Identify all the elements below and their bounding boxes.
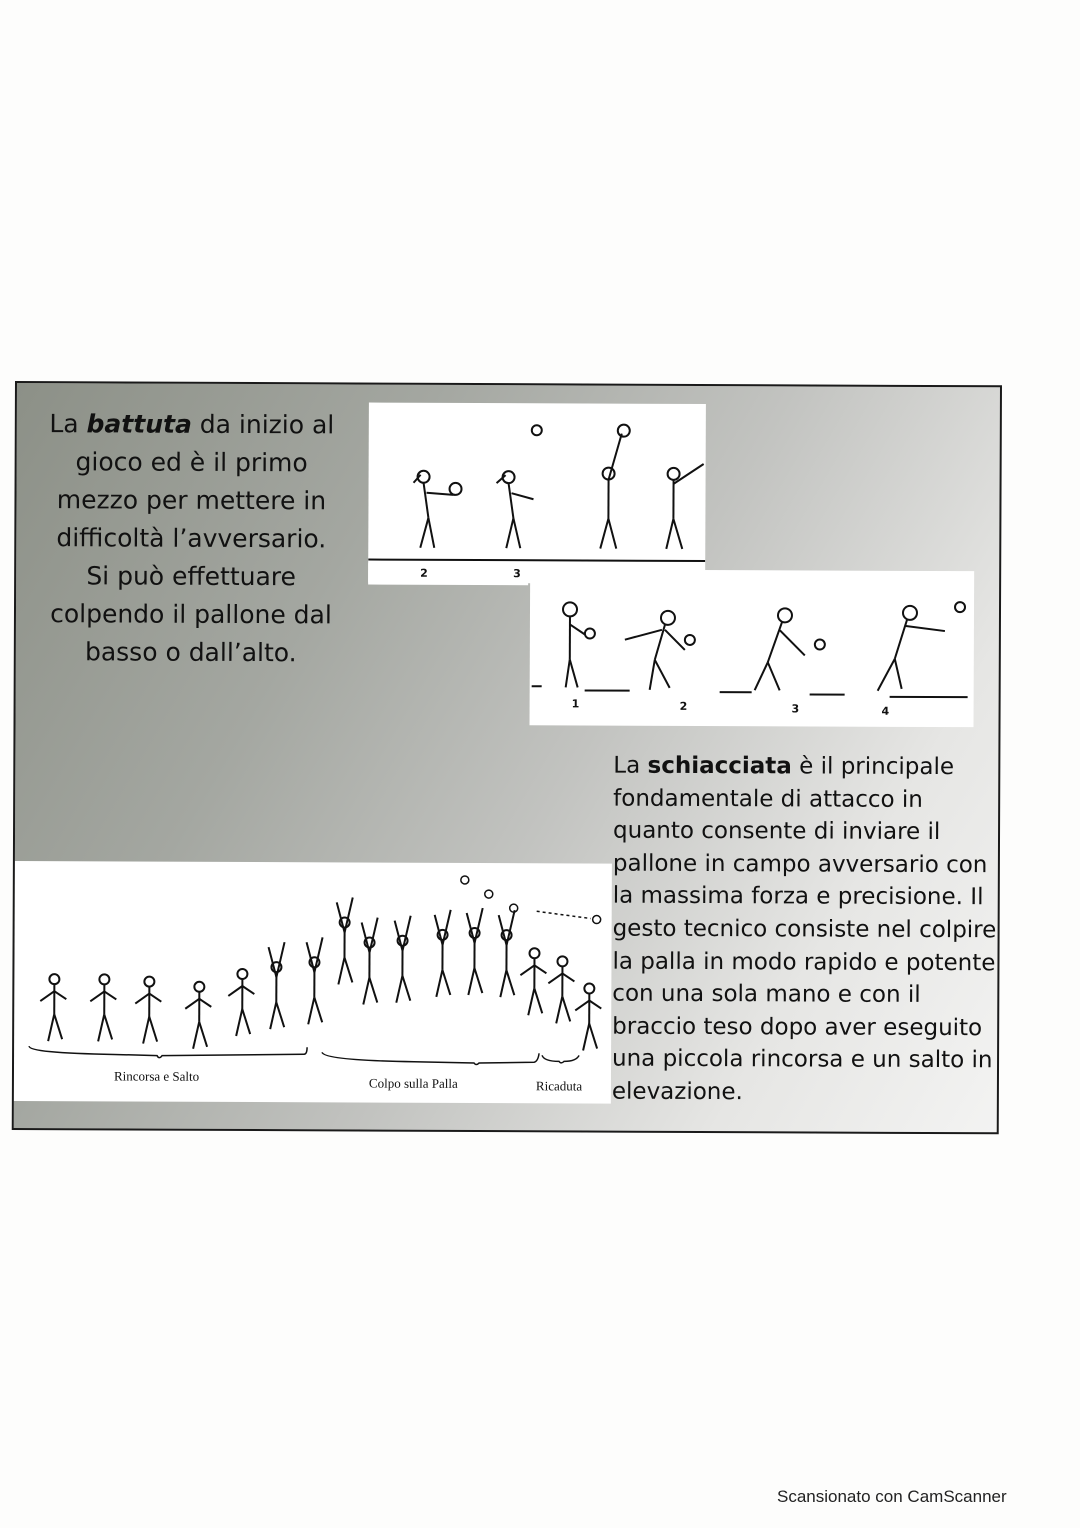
step-number: 2 <box>679 699 688 713</box>
step-number: 1 <box>571 697 580 711</box>
phase-label: Ricaduta <box>535 1078 583 1094</box>
overhand-serve-illustration <box>368 403 706 584</box>
step-number: 3 <box>791 702 800 716</box>
underhand-serve-figures <box>530 569 975 727</box>
spike-illustration <box>14 861 612 1104</box>
overhand-serve-figures <box>368 403 706 564</box>
step-number: 2 <box>420 566 428 580</box>
spike-sequence-figures <box>14 861 612 1104</box>
step-number: 4 <box>881 704 890 718</box>
scanner-watermark: Scansionato con CamScanner <box>777 1487 1007 1506</box>
phase-label: Rincorsa e Salto <box>113 1068 200 1084</box>
step-number: 3 <box>513 567 521 581</box>
underhand-serve-illustration <box>530 569 975 727</box>
serve-description: La battuta da inizio al gioco ed è il primo mezzo per mettere in difficoltà l’avversario. Si può effettuare colpendo il pallone dal basso o dall’alto. <box>49 409 335 668</box>
phase-label: Colpo sulla Palla <box>368 1075 458 1091</box>
spike-description: La schiacciata è il principale fondamentale di attacco in quanto consente di inviare il pallone in campo avversario con la massima forza e precisione. Il gesto tecnico consiste nel colpire la palla in modo rapido e potente con una sola mano e con il braccio teso dopo aver eseguito una piccola rincorsa e un salto in elevazione. <box>611 752 997 1106</box>
slide <box>12 381 1002 1134</box>
overhand-serve-numbers <box>368 563 528 586</box>
